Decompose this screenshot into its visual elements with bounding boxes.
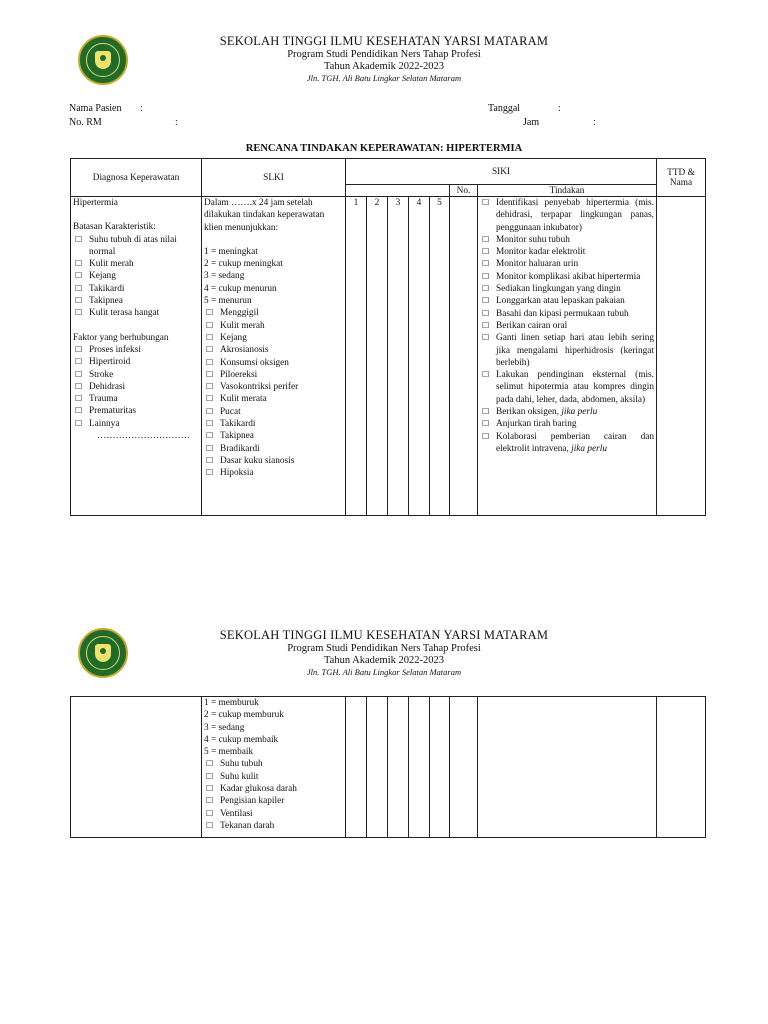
- factor-item: [73, 356, 199, 368]
- factor-item-label: Lainnya: [89, 418, 120, 429]
- rm-sep: :: [175, 117, 178, 128]
- checkbox-icon[interactable]: ☐: [482, 259, 490, 269]
- siki-actions-cell: [478, 197, 657, 516]
- diagnosa-cell: [71, 197, 202, 516]
- scale-legend-item: 2 = cukup meningkat: [204, 259, 283, 270]
- outcome-item: [204, 344, 343, 356]
- action-item: [480, 295, 654, 307]
- characteristic-item-label: Kulit terasa hangat: [89, 308, 160, 319]
- academic-year-page2: Tahun Akademik 2022-2023: [324, 655, 444, 666]
- action-text: Monitor suhu tubuh: [496, 234, 570, 245]
- header-tindakan: Tindakan: [478, 185, 657, 197]
- slki-cell-p2: [202, 697, 346, 838]
- action-item: [480, 418, 654, 430]
- action-item: [480, 271, 654, 283]
- characteristic-item: [73, 307, 199, 319]
- scale-col-3: 3: [388, 197, 409, 516]
- scale-col-4-p2: [409, 697, 430, 838]
- outcome-item-label: Takipnea: [220, 431, 254, 442]
- checkbox-icon[interactable]: ☐: [75, 271, 83, 281]
- checkbox-icon[interactable]: ☐: [75, 406, 83, 416]
- checkbox-icon[interactable]: ☐: [75, 234, 83, 244]
- checkbox-icon[interactable]: ☐: [482, 308, 490, 318]
- slki-cell: [202, 197, 346, 516]
- factor-item-label: Dehidrasi: [89, 381, 126, 392]
- outcome-item-label: Tekanan darah: [220, 820, 275, 831]
- action-item: [480, 431, 654, 456]
- outcome-item-label: Kejang: [220, 332, 247, 343]
- action-text: Longgarkan atau lepaskan pakaian: [496, 296, 625, 307]
- no-cell: [450, 197, 478, 516]
- scale-legend-item: 5 = membaik: [204, 747, 254, 758]
- factor-item-label: Trauma: [89, 394, 118, 405]
- outcome-item: [204, 758, 343, 770]
- factor-item: [73, 369, 199, 381]
- form-title: RENCANA TINDAKAN KEPERAWATAN: HIPERTERMIA: [245, 143, 523, 154]
- checkbox-icon[interactable]: ☐: [482, 333, 490, 343]
- academic-year: Tahun Akademik 2022-2023: [324, 61, 444, 72]
- action-text: Sediakan lingkungan yang dingin: [496, 284, 621, 295]
- checkbox-icon[interactable]: ☐: [206, 394, 214, 404]
- checkbox-icon[interactable]: ☐: [206, 820, 214, 830]
- checkbox-icon[interactable]: ☐: [482, 271, 490, 281]
- outcome-item: [204, 381, 343, 393]
- scale-legend-item: 1 = memburuk: [204, 698, 259, 708]
- checkbox-icon[interactable]: ☐: [75, 369, 83, 379]
- action-text: Monitor komplikasi akibat hipertermia: [496, 271, 641, 282]
- characteristic-item-label: Takikardi: [89, 283, 125, 294]
- action-item: [480, 197, 654, 234]
- date-sep: :: [558, 103, 561, 114]
- checkbox-icon[interactable]: ☐: [482, 198, 490, 207]
- other-dots: …………………………: [97, 431, 190, 442]
- checkbox-icon[interactable]: ☐: [206, 468, 214, 478]
- characteristic-item-label: Kejang: [89, 271, 116, 282]
- factor-item-label: Stroke: [89, 369, 114, 380]
- outcome-item-label: Akrosianosis: [220, 345, 269, 356]
- action-text: Identifikasi penyebab hipertermia (mis. dehidrasi, terpapar lingkungan panas, penggunaan inkubator): [496, 198, 654, 233]
- care-plan-table-continued: [70, 696, 706, 838]
- program-name-page2: Program Studi Pendidikan Ners Tahap Profesi: [287, 643, 481, 654]
- scale-legend-item: 3 = sedang: [204, 722, 245, 733]
- scale-col-5-p2: [430, 697, 450, 838]
- checkbox-icon[interactable]: ☐: [206, 431, 214, 441]
- action-text: Kolaborasi pemberian cairan dan elektrolit intravena,: [496, 431, 654, 454]
- checkbox-icon[interactable]: ☐: [206, 369, 214, 379]
- checkbox-icon[interactable]: ☐: [482, 320, 490, 330]
- outcome-item-label: Konsumsi oksigen: [220, 357, 289, 368]
- checkbox-icon[interactable]: ☐: [75, 418, 83, 428]
- outcome-item: [204, 443, 343, 455]
- scale-legend-item: 4 = cukup membaik: [204, 734, 279, 745]
- outcome-item: [204, 808, 343, 820]
- outcome-item-label: Takikardi: [220, 419, 256, 430]
- action-item: [480, 258, 654, 270]
- header-ttd: [657, 159, 706, 197]
- action-item: [480, 369, 654, 406]
- scale-col-5: 5: [430, 197, 450, 516]
- outcome-item: [204, 820, 343, 832]
- action-item: [480, 406, 654, 418]
- rm-label: No. RM: [69, 117, 102, 128]
- time-sep: :: [593, 117, 596, 128]
- characteristic-item: [73, 295, 199, 307]
- scale-legend-item: 1 = meningkat: [204, 246, 258, 257]
- factor-item: [73, 405, 199, 417]
- characteristic-item: [73, 234, 199, 259]
- checkbox-icon[interactable]: ☐: [75, 308, 83, 318]
- outcome-item: [204, 771, 343, 783]
- outcome-item: [204, 332, 343, 344]
- outcome-item: [204, 418, 343, 430]
- checkbox-icon[interactable]: ☐: [206, 443, 214, 453]
- outcome-item-label: Kulit merata: [220, 394, 267, 405]
- scale-col-4: 4: [409, 197, 430, 516]
- outcome-item-label: Kadar glukosa darah: [220, 784, 297, 795]
- checkbox-icon[interactable]: ☐: [206, 406, 214, 416]
- outcome-item: [204, 393, 343, 405]
- header-scale-blank: [346, 185, 450, 197]
- header-no: No.: [450, 185, 478, 197]
- checkbox-icon[interactable]: ☐: [482, 431, 490, 441]
- scale-col-2-p2: [367, 697, 388, 838]
- diagnosa-title: Hipertermia: [73, 198, 118, 208]
- outcome-item-label: Ventilasi: [220, 808, 253, 819]
- date-label: Tanggal: [488, 103, 521, 114]
- scale-legend-item: 4 = cukup menurun: [204, 283, 277, 294]
- diagnosa-cell-p2: [71, 697, 202, 838]
- outcome-item-label: Suhu tubuh: [220, 759, 263, 770]
- patient-name-sep: :: [140, 103, 143, 114]
- outcome-item-label: Bradikardi: [220, 443, 260, 454]
- checkbox-icon[interactable]: ☐: [482, 296, 490, 306]
- checkbox-icon[interactable]: ☐: [206, 784, 214, 794]
- outcome-item: [204, 467, 343, 479]
- checkbox-icon[interactable]: ☐: [482, 370, 490, 380]
- outcome-item: [204, 307, 343, 319]
- outcome-item: [204, 369, 343, 381]
- checkbox-icon[interactable]: ☐: [206, 759, 214, 769]
- header-ttd-line2: Nama: [669, 177, 693, 188]
- factor-item-label: Prematuritas: [89, 406, 136, 417]
- action-italic-note: jika perlu: [561, 407, 598, 418]
- action-item: [480, 283, 654, 295]
- factor-item: [73, 344, 199, 356]
- factor-item: [73, 381, 199, 393]
- action-text: Basahi dan kipasi permukaan tubuh: [496, 308, 629, 319]
- checkbox-icon[interactable]: ☐: [482, 234, 490, 244]
- outcome-item: [204, 406, 343, 418]
- outcome-item: [204, 783, 343, 795]
- checkbox-icon[interactable]: ☐: [206, 419, 214, 429]
- scale-legend-item: 2 = cukup memburuk: [204, 710, 284, 721]
- patient-name-label: Nama Pasien: [69, 103, 122, 114]
- checkbox-icon[interactable]: ☐: [482, 284, 490, 294]
- outcome-item-label: Pucat: [220, 406, 241, 417]
- outcome-item-label: Dasar kuku sianosis: [220, 455, 295, 466]
- characteristic-item: [73, 258, 199, 270]
- checkbox-icon[interactable]: ☐: [206, 771, 214, 781]
- checkbox-icon[interactable]: ☐: [206, 332, 214, 342]
- outcome-item: [204, 357, 343, 369]
- checkbox-icon[interactable]: ☐: [75, 381, 83, 391]
- ttd-cell-p2: [657, 697, 706, 838]
- outcome-item: [204, 430, 343, 442]
- checkbox-icon[interactable]: ☐: [206, 345, 214, 355]
- outcome-item-label: Suhu kulit: [220, 771, 259, 782]
- checkbox-icon[interactable]: ☐: [206, 357, 214, 367]
- action-text: Lakukan pendinginan eksternal (mis. selimut hipotermia atau kompres dingin pada dahi, leher, dada, abdomen, aksila): [496, 370, 654, 405]
- scale-col-1: 1: [346, 197, 367, 516]
- checkbox-icon[interactable]: ☐: [75, 283, 83, 293]
- factor-item: [73, 393, 199, 405]
- characteristic-item-label: Kulit merah: [89, 259, 134, 270]
- checkbox-icon[interactable]: ☐: [206, 320, 214, 330]
- time-label: Jam: [523, 117, 540, 128]
- characteristics-label: Batasan Karakteristik:: [73, 222, 156, 233]
- action-text: Monitor kadar elektrolit: [496, 247, 586, 258]
- checkbox-icon[interactable]: ☐: [206, 808, 214, 818]
- factors-label: Faktor yang berhubungan: [73, 332, 169, 343]
- checkbox-icon[interactable]: ☐: [482, 247, 490, 257]
- action-item: [480, 234, 654, 246]
- slki-intro: Dalam …….x 24 jam setelah dilakukan tindakan keperawatan klien menunjukkan:: [204, 198, 325, 233]
- checkbox-icon[interactable]: ☐: [75, 357, 83, 367]
- checkbox-icon[interactable]: ☐: [75, 296, 83, 306]
- program-name: Program Studi Pendidikan Ners Tahap Profesi: [287, 49, 481, 60]
- checkbox-icon[interactable]: ☐: [206, 455, 214, 465]
- outcome-item-label: Kulit merah: [220, 320, 265, 331]
- scale-col-3-p2: [388, 697, 409, 838]
- outcome-item-label: Menggigil: [220, 308, 259, 319]
- header-siki: SIKI: [346, 159, 657, 185]
- address: Jln. TGH. Ali Batu Lingkar Selatan Mataram: [306, 73, 462, 83]
- action-text: Anjurkan tirah baring: [496, 419, 577, 430]
- care-plan-table: [70, 158, 706, 516]
- checkbox-icon[interactable]: ☐: [482, 407, 490, 417]
- outcome-item-label: Piloereksi: [220, 369, 258, 380]
- institution-name: SEKOLAH TINGGI ILMU KESEHATAN YARSI MATARAM: [219, 34, 549, 48]
- outcome-item-label: Pengisian kapiler: [220, 796, 285, 807]
- checkbox-icon[interactable]: ☐: [75, 394, 83, 404]
- action-text: Ganti linen setiap hari atau lebih sering jika mengalami hiperhidrosis (keringat berlebih): [496, 333, 654, 368]
- outcome-item-label: Hipoksia: [220, 468, 254, 479]
- outcome-item: [204, 320, 343, 332]
- factor-item-label: Hipertiroid: [89, 357, 131, 368]
- scale-legend-item: 3 = sedang: [204, 271, 245, 282]
- header-ttd-line1: TTD &: [667, 167, 695, 178]
- checkbox-icon[interactable]: ☐: [75, 344, 83, 354]
- checkbox-icon[interactable]: ☐: [206, 382, 214, 392]
- action-item: [480, 320, 654, 332]
- scale-col-1-p2: [346, 697, 367, 838]
- action-italic-note: jika perlu: [571, 443, 608, 454]
- action-text: Monitor haluaran urin: [496, 259, 579, 270]
- header-diagnosa: Diagnosa Keperawatan: [71, 159, 202, 197]
- checkbox-icon[interactable]: ☐: [482, 419, 490, 429]
- checkbox-icon[interactable]: ☐: [75, 259, 83, 269]
- header-slki: SLKI: [202, 159, 346, 197]
- characteristic-item-label: Suhu tubuh di atas nilai normal: [89, 234, 177, 257]
- outcome-item: [204, 455, 343, 467]
- characteristic-item-label: Takipnea: [89, 296, 123, 307]
- action-item: [480, 308, 654, 320]
- factor-item: [73, 418, 199, 430]
- outcome-item: [204, 795, 343, 807]
- scale-legend-item: 5 = menurun: [204, 296, 252, 307]
- action-text: Berikan oksigen,: [496, 407, 562, 418]
- address-page2: Jln. TGH. Ali Batu Lingkar Selatan Mataram: [306, 667, 462, 677]
- no-cell-p2: [450, 697, 478, 838]
- characteristic-item: [73, 283, 199, 295]
- action-text: Berikan cairan oral: [496, 320, 568, 331]
- outcome-item-label: Vasokontriksi perifer: [220, 382, 299, 393]
- action-item: [480, 246, 654, 258]
- characteristic-item: [73, 270, 199, 282]
- siki-actions-cell-p2: [478, 697, 657, 838]
- scale-col-2: 2: [367, 197, 388, 516]
- checkbox-icon[interactable]: ☐: [206, 796, 214, 806]
- institution-name-page2: SEKOLAH TINGGI ILMU KESEHATAN YARSI MATARAM: [219, 628, 549, 642]
- ttd-cell: [657, 197, 706, 516]
- action-item: [480, 332, 654, 369]
- factor-item-label: Proses infeksi: [89, 344, 141, 355]
- checkbox-icon[interactable]: ☐: [206, 308, 214, 318]
